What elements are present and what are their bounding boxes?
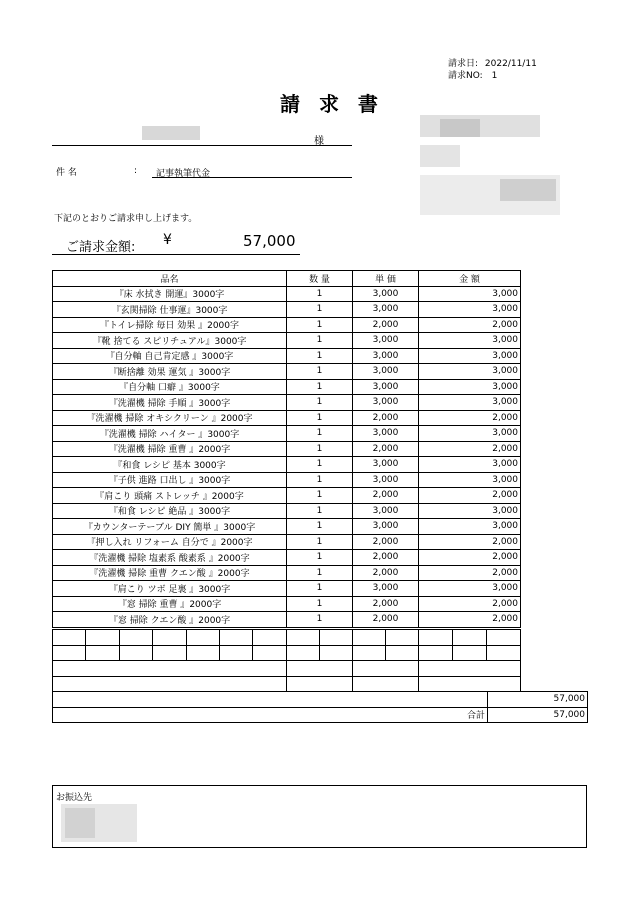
item-name: 『窓 掃除 重曹 』2000字	[53, 596, 287, 612]
item-unit-price: 2,000	[353, 317, 419, 333]
table-row	[53, 534, 521, 550]
item-name: 『床 水拭き 開運』3000字	[53, 286, 287, 302]
honorific: 様	[314, 136, 324, 147]
subject-value: 記事執筆代金	[156, 169, 211, 179]
amount-label: ご請求金額:	[66, 240, 136, 255]
item-name: 『トイレ掃除 毎日 効果 』2000字	[53, 317, 287, 333]
item-quantity: 1	[287, 364, 353, 380]
table-row	[53, 519, 521, 535]
subject-label: 件 名	[56, 168, 77, 178]
header-unit-price: 単 価	[353, 271, 419, 287]
item-name: 『カウンターテーブル DIY 簡単 』3000字	[53, 519, 287, 535]
item-quantity: 1	[287, 596, 353, 612]
item-unit-price: 2,000	[353, 565, 419, 581]
amount-value: 57,000	[243, 232, 296, 250]
item-unit-price: 2,000	[353, 441, 419, 457]
item-amount: 2,000	[419, 550, 521, 566]
item-unit-price: 3,000	[353, 302, 419, 318]
item-amount: 2,000	[419, 441, 521, 457]
item-amount: 3,000	[419, 286, 521, 302]
subject-underline	[152, 177, 352, 178]
item-unit-price: 2,000	[353, 410, 419, 426]
item-quantity: 1	[287, 519, 353, 535]
table-row	[53, 333, 521, 349]
item-name: 『断捨離 効果 運気 』3000字	[53, 364, 287, 380]
line-items-table	[52, 270, 521, 628]
item-amount: 2,000	[419, 565, 521, 581]
table-row	[53, 286, 521, 302]
table-row	[53, 410, 521, 426]
item-name: 『子供 進路 口出し 』3000字	[53, 472, 287, 488]
item-amount: 3,000	[419, 379, 521, 395]
item-quantity: 1	[287, 379, 353, 395]
item-quantity: 1	[287, 472, 353, 488]
item-name: 『洗濯機 掃除 重曹 』2000字	[53, 441, 287, 457]
item-amount: 3,000	[419, 333, 521, 349]
item-amount: 3,000	[419, 519, 521, 535]
date-label: 請求日:	[448, 59, 479, 69]
table-row	[53, 550, 521, 566]
item-unit-price: 3,000	[353, 503, 419, 519]
table-row	[53, 379, 521, 395]
item-amount: 3,000	[419, 426, 521, 442]
total-label: 合計	[53, 707, 488, 723]
table-row	[53, 581, 521, 597]
table-row	[53, 426, 521, 442]
item-amount: 3,000	[419, 457, 521, 473]
item-quantity: 1	[287, 410, 353, 426]
item-quantity: 1	[287, 317, 353, 333]
recipient-underline	[52, 145, 352, 146]
amount-currency: ¥	[163, 232, 172, 248]
item-unit-price: 3,000	[353, 379, 419, 395]
item-quantity: 1	[287, 565, 353, 581]
item-quantity: 1	[287, 534, 353, 550]
item-amount: 2,000	[419, 410, 521, 426]
subtotal-value: 57,000	[488, 692, 588, 708]
item-unit-price: 3,000	[353, 426, 419, 442]
item-name: 『洗濯機 掃除 オキシクリーン 』2000字	[53, 410, 287, 426]
item-unit-price: 3,000	[353, 395, 419, 411]
item-name: 『自分軸 自己肯定感 』3000字	[53, 348, 287, 364]
table-row	[53, 395, 521, 411]
item-quantity: 1	[287, 503, 353, 519]
item-name: 『洗濯機 掃除 ハイター 』3000字	[53, 426, 287, 442]
item-amount: 2,000	[419, 317, 521, 333]
item-quantity: 1	[287, 550, 353, 566]
item-amount: 3,000	[419, 581, 521, 597]
item-name: 『押し入れ リフォーム 自分で 』2000字	[53, 534, 287, 550]
table-row	[53, 472, 521, 488]
totals-table	[52, 691, 588, 723]
empty-rows-table	[52, 629, 521, 692]
item-quantity: 1	[287, 581, 353, 597]
invoice-no-label: 請求NO:	[448, 71, 483, 81]
table-header-row	[53, 271, 521, 287]
item-amount: 2,000	[419, 612, 521, 628]
item-name: 『靴 捨てる スピリチュアル』3000字	[53, 333, 287, 349]
item-unit-price: 3,000	[353, 457, 419, 473]
page-title: 請 求 書	[280, 92, 384, 116]
item-quantity: 1	[287, 612, 353, 628]
subject-colon: :	[134, 166, 138, 176]
table-row	[53, 565, 521, 581]
item-amount: 3,000	[419, 503, 521, 519]
item-quantity: 1	[287, 395, 353, 411]
item-unit-price: 2,000	[353, 488, 419, 504]
item-name: 『自分軸 口癖 』3000字	[53, 379, 287, 395]
item-unit-price: 3,000	[353, 348, 419, 364]
item-name: 『肩こり ツボ 足裏 』3000字	[53, 581, 287, 597]
item-amount: 2,000	[419, 534, 521, 550]
item-name: 『肩こり 頭痛 ストレッチ 』2000字	[53, 488, 287, 504]
item-unit-price: 2,000	[353, 596, 419, 612]
item-quantity: 1	[287, 333, 353, 349]
item-name: 『洗濯機 掃除 塩素系 酸素系 』2000字	[53, 550, 287, 566]
subtotal-row	[53, 692, 588, 708]
table-row	[53, 441, 521, 457]
item-quantity: 1	[287, 441, 353, 457]
table-row	[53, 317, 521, 333]
item-unit-price: 2,000	[353, 534, 419, 550]
item-unit-price: 3,000	[353, 286, 419, 302]
recipient-name-redacted	[142, 126, 200, 140]
item-quantity: 1	[287, 302, 353, 318]
item-amount: 2,000	[419, 596, 521, 612]
item-name: 『洗濯機 掃除 手順 』3000字	[53, 395, 287, 411]
issuer-info-redacted	[420, 115, 560, 215]
transfer-box	[52, 785, 587, 848]
invoice-no-value: 1	[491, 71, 498, 81]
item-amount: 3,000	[419, 395, 521, 411]
item-unit-price: 2,000	[353, 612, 419, 628]
item-name: 『洗濯機 掃除 重曹 クエン酸 』2000字	[53, 565, 287, 581]
table-row	[53, 612, 521, 628]
date-value: 2022/11/11	[484, 59, 537, 69]
table-row	[53, 596, 521, 612]
item-amount: 3,000	[419, 302, 521, 318]
total-row	[53, 707, 588, 723]
item-name: 『和食 レシピ 基本 3000字	[53, 457, 287, 473]
item-name: 『和食 レシピ 絶品 』3000字	[53, 503, 287, 519]
header-item-name: 品名	[53, 271, 287, 287]
header-quantity: 数 量	[287, 271, 353, 287]
table-row	[53, 488, 521, 504]
table-row	[53, 364, 521, 380]
item-unit-price: 3,000	[353, 519, 419, 535]
item-quantity: 1	[287, 426, 353, 442]
invoice-meta	[448, 58, 568, 82]
item-unit-price: 3,000	[353, 364, 419, 380]
item-name: 『窓 掃除 クエン酸 』2000字	[53, 612, 287, 628]
total-value: 57,000	[488, 707, 588, 723]
header-amount: 金 額	[419, 271, 521, 287]
transfer-label: お振込先	[56, 793, 93, 803]
item-amount: 2,000	[419, 488, 521, 504]
item-quantity: 1	[287, 348, 353, 364]
table-row	[53, 503, 521, 519]
item-amount: 3,000	[419, 348, 521, 364]
item-quantity: 1	[287, 488, 353, 504]
item-quantity: 1	[287, 457, 353, 473]
item-quantity: 1	[287, 286, 353, 302]
item-amount: 3,000	[419, 364, 521, 380]
intro-text: 下記のとおりご請求申し上げます。	[54, 214, 198, 224]
item-unit-price: 3,000	[353, 581, 419, 597]
item-amount: 3,000	[419, 472, 521, 488]
item-unit-price: 3,000	[353, 333, 419, 349]
item-name: 『玄関掃除 仕事運』3000字	[53, 302, 287, 318]
item-unit-price: 2,000	[353, 550, 419, 566]
item-unit-price: 3,000	[353, 472, 419, 488]
table-row	[53, 302, 521, 318]
amount-underline	[52, 254, 300, 255]
table-row	[53, 457, 521, 473]
table-row	[53, 348, 521, 364]
